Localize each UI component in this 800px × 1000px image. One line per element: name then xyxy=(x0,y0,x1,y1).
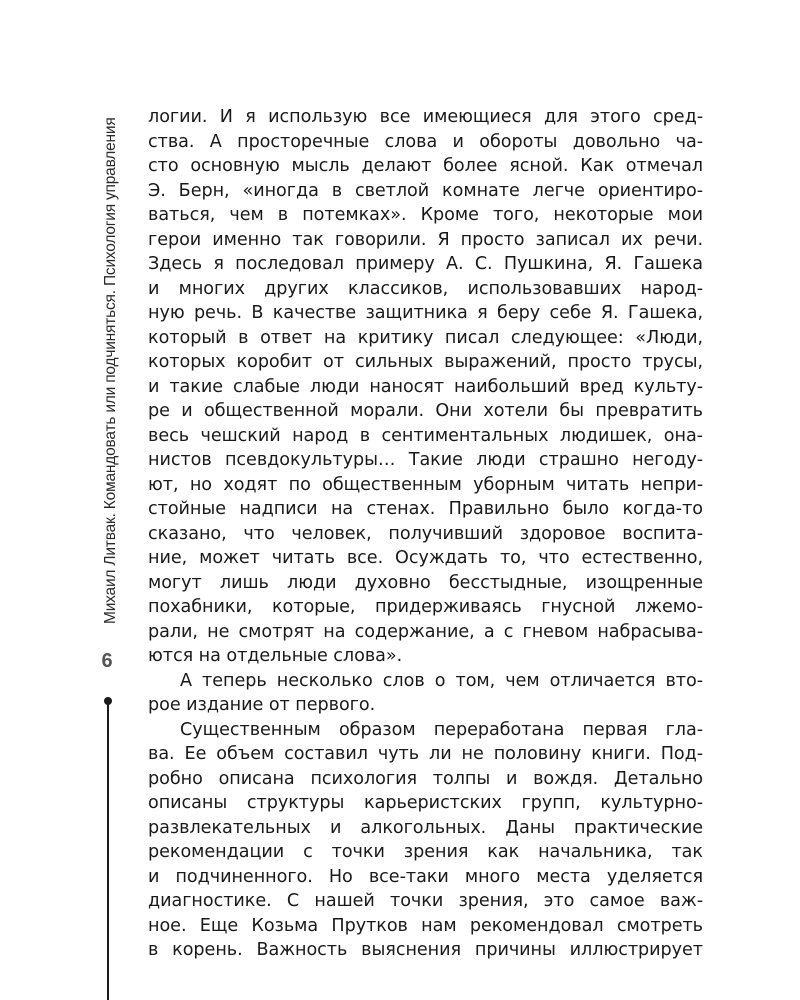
text-line: Существенным образом переработана первая гла- xyxy=(180,719,703,740)
text-line: робно описана психология толпы и вождя. Детально xyxy=(148,768,703,789)
margin-rule xyxy=(107,700,109,1000)
text-line: ства. А просторечные слова и обороты довольно ча- xyxy=(148,131,703,152)
text-line: ют, но ходят по общественным уборным читать непри- xyxy=(148,474,703,495)
text-line: который в ответ на критику писал следующее: «Люди, xyxy=(148,327,703,348)
text-line: в корень. Важность выяснения причины иллюстрирует xyxy=(148,940,703,960)
text-line: ную речь. В качестве защитника я беру себе Я. Гашека, xyxy=(148,303,703,323)
text-line: диагностике. С нашей точки зрения, это самое важ- xyxy=(148,891,703,911)
text-line: рекомендации с точки зрения как начальника, так xyxy=(148,842,703,862)
text-line: А теперь несколько слов о том, чем отличается вто- xyxy=(180,670,703,691)
text-line: могут лишь люди духовно бесстыдные, изощренные xyxy=(148,572,703,593)
text-line: сказано, что человек, получивший здоровое воспита- xyxy=(148,523,703,544)
text-line: сто основную мысль делают более ясной. Как отмечал xyxy=(148,156,703,176)
page-number: 6 xyxy=(101,650,113,672)
text-line: ние, может читать все. Осуждать то, что естественно, xyxy=(148,548,703,568)
text-line: Здесь я последовал примеру А. С. Пушкина, Я. Гашека xyxy=(148,254,703,274)
text-line: рали, не смотрят на содержание, а с гневом набрасыва- xyxy=(148,621,703,642)
text-line: нистов псевдокультуры… Такие люди страшно негоду- xyxy=(148,450,703,470)
text-line: ре и общественной морали. Они хотели бы превратить xyxy=(148,401,703,421)
body-text xyxy=(148,105,703,963)
text-line: ное. Еще Козьма Прутков нам рекомендовал смотреть xyxy=(148,915,703,936)
text-line: логии. И я использую все имеющиеся для этого сред- xyxy=(148,107,703,127)
text-line: и такие слабые люди наносят наибольший вред культу- xyxy=(148,376,703,397)
text-line: стойные надписи на стенах. Правильно было когда-то xyxy=(148,499,703,519)
text-line: рое издание от первого. xyxy=(148,695,376,715)
text-line: и подчиненного. Но все-таки много места уделяется xyxy=(148,866,703,887)
text-line: описаны структуры карьеристских групп, культурно- xyxy=(148,793,703,813)
text-line: и многих других классиков, использовавших народ- xyxy=(148,278,703,299)
running-head: Михаил Литвак. Командовать или подчиняться. Психология управления xyxy=(102,117,119,624)
text-line: весь чешский народ в сентиментальных людишек, она- xyxy=(148,425,703,446)
text-line: герои именно так говорили. Я просто записал их речи. xyxy=(148,229,703,250)
text-line: ваться, чем в потемках». Кроме того, некоторые мои xyxy=(148,205,703,225)
text-line: развлекательных и алкогольных. Даны практические xyxy=(148,817,703,838)
text-line: Э. Берн, «иногда в светлой комнате легче ориентиро- xyxy=(148,180,703,201)
text-line: похабники, которые, придерживаясь гнусной лжемо- xyxy=(148,597,703,617)
text-line: которых коробит от сильных выражений, просто трусы, xyxy=(148,352,703,372)
text-line: ва. Ее объем составил чуть ли не половину книги. Под- xyxy=(148,744,703,764)
text-line: ются на отдельные слова». xyxy=(148,646,403,666)
